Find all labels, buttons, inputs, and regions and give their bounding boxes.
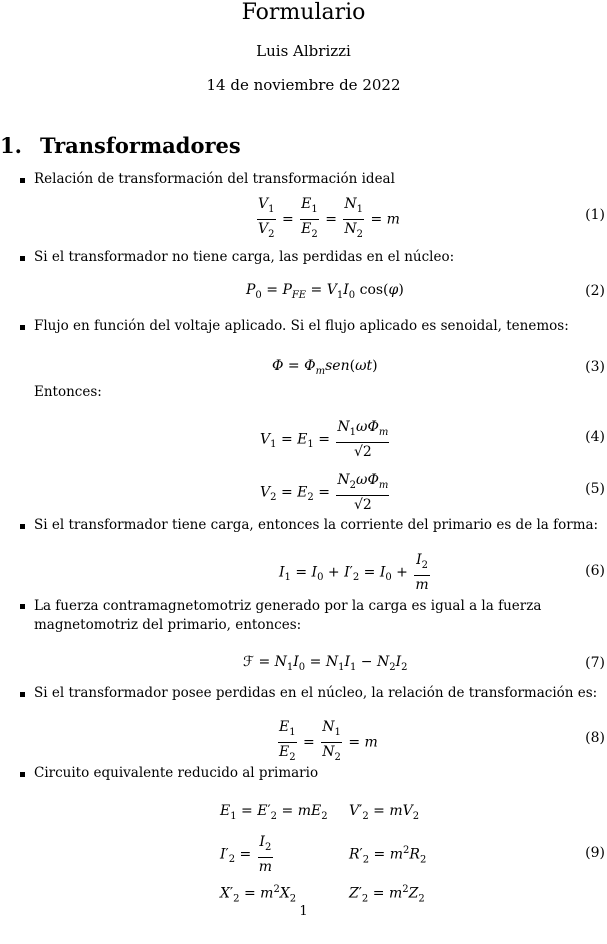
equation-9f: $Z'_2 = m^2Z_2$ [349,884,425,905]
equation-9d: $R'_2 = m^2R_2$ [349,845,427,866]
page-number: 1 [299,904,308,919]
list-item-text: Relación de transformación del transformación ideal [34,171,395,187]
bullet-marker [20,325,25,330]
equation-7: ℱ = $N_1I_0 = N_1I_1 - N_2I_2$ [243,654,408,673]
equation-5: $V_2 = E_2$ = $\frac{N_2\omega\Phi_m}{√2}$ [260,472,389,513]
equation-9e: $X'_2 = m^2X_2$ [220,884,297,905]
equation-number: (2) [585,283,605,299]
list-item-text: Flujo en función del voltaje aplicado. Si el flujo aplicado es senoidal, tenemos: [34,318,569,334]
equation-number: (4) [585,429,605,445]
section-title: Transformadores [40,133,241,158]
list-item-text: Si el transformador no tiene carga, las perdidas en el núcleo: [34,249,455,265]
bullet-marker [20,604,25,609]
equation-4: $V_1 = E_1$ = $\frac{N_1\omega\Phi_m}{√2}$ [260,419,389,460]
bullet-marker [20,256,25,261]
equation-6: $I_1 = I_0 + I'_2 = I_0$ + $\frac{I_2}{m}$ [279,552,429,593]
paragraph-text: Entonces: [34,384,102,400]
equation-number: (1) [585,207,605,223]
equation-number: (3) [585,359,605,375]
equation-number: (8) [585,730,605,746]
equation-number: (9) [585,845,605,861]
equation-9b: $V'_2 = mV_2$ [349,803,420,822]
document-title: Formulario [241,0,366,25]
list-item-text: Si el transformador posee perdidas en el núcleo, la relación de transformación es: [34,685,598,701]
bullet-marker [20,524,25,529]
bullet-marker [20,178,25,183]
equation-number: (6) [585,563,605,579]
list-item-text: Circuito equivalente reducido al primario [34,765,319,781]
section-number: 1. [0,133,22,158]
equation-number: (7) [585,655,605,671]
equation-2: $P_0 = P_{FE} = V_1I_0$ cos(φ) [246,282,404,301]
equation-9a: $E_1 = E'_2 = mE_2$ [220,803,328,822]
equation-8: $\frac{E_1}{E_2}$ = $\frac{N_1}{N_2}$ = m [279,719,378,763]
bullet-marker [20,772,25,777]
document-date: 14 de noviembre de 2022 [206,76,401,94]
list-item-text: Si el transformador tiene carga, entonces la corriente del primario es de la forma: [34,517,599,533]
equation-1: $\frac{V_1}{V_2}$ = $\frac{E_1}{E_2}$ = $\frac{N_1}{N_2}$ = m [258,196,400,240]
list-item-text: La fuerza contramagnetomotriz generado por la carga es igual a la fuerza magnetomotriz del primario, entonces: [34,598,542,633]
section-heading [0,133,241,158]
equation-9c: $I'_2$ = $\frac{I_2}{m}$ [220,834,273,875]
equation-number: (5) [585,481,605,497]
bullet-marker [20,692,25,697]
document-author: Luis Albrizzi [256,42,351,60]
equation-3: $\Phi = \Phi_msen(\omega t)$ [272,358,378,377]
